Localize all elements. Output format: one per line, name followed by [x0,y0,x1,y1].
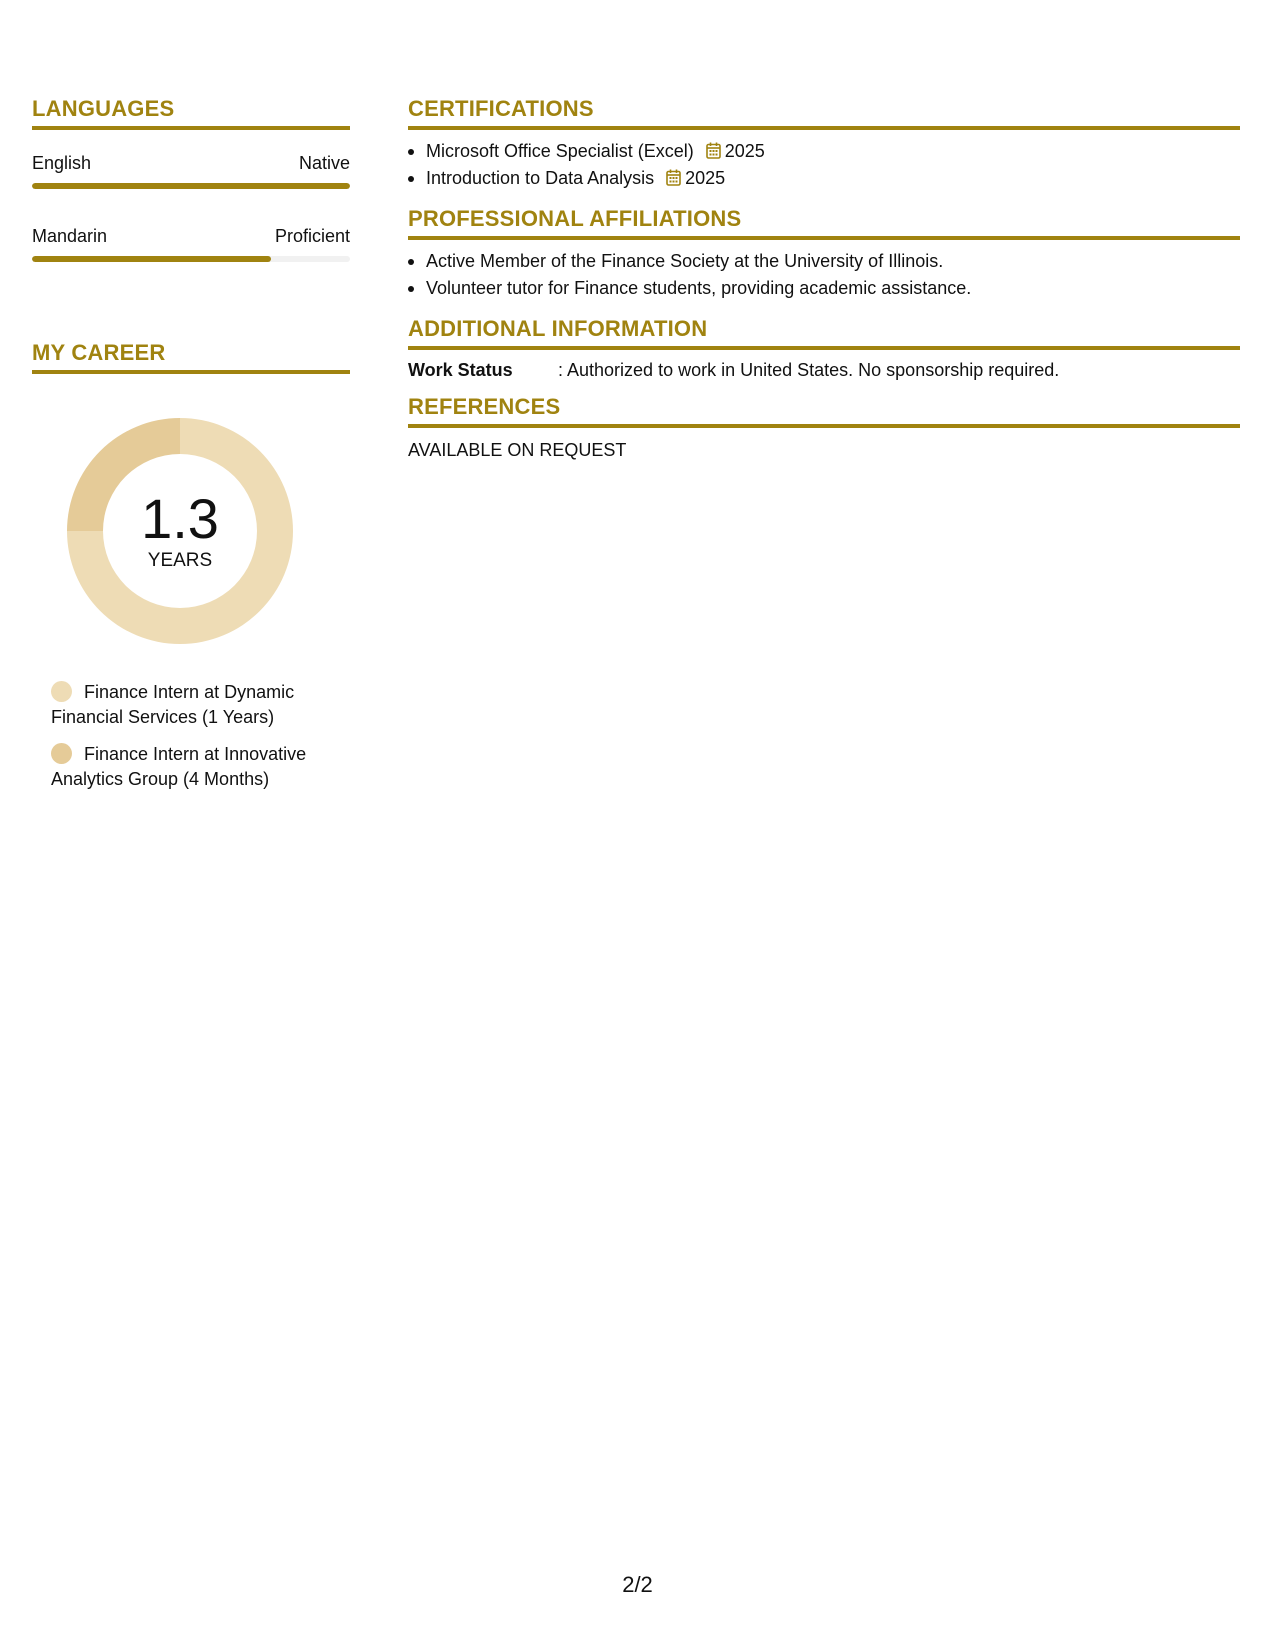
calendar-icon [706,142,721,159]
references-heading: REFERENCES [408,394,1240,428]
list-item [408,165,1240,192]
left-column [32,96,350,804]
additional-info-section [408,316,1240,394]
language-bar-track [32,183,350,189]
languages-heading: LANGUAGES [32,96,350,130]
language-bar-track [32,256,350,262]
legend-label: Finance Intern at Dynamic Financial Services (1 Years) [51,682,295,727]
certifications-heading: CERTIFICATIONS [408,96,1240,130]
languages-section [32,96,350,262]
language-bar-fill [32,256,271,262]
certification-name: Microsoft Office Specialist (Excel) [426,141,694,161]
affiliations-heading: PROFESSIONAL AFFILIATIONS [408,206,1240,240]
career-total-unit: YEARS [147,550,213,571]
language-level: Proficient [274,226,350,246]
career-heading: MY CAREER [32,340,350,374]
legend-label: Finance Intern at Innovative Analytics Group (4 Months) [51,744,307,789]
work-status-label: Work Status [408,360,513,380]
language-name: Mandarin [32,226,108,246]
additional-info-heading: ADDITIONAL INFORMATION [408,316,1240,350]
list-item: Volunteer tutor for Finance students, providing academic assistance. [408,275,1240,302]
calendar-icon [666,169,681,186]
page-number: 2/2 [622,1572,653,1597]
right-column [408,96,1240,462]
legend-dot [51,681,72,702]
references-text: AVAILABLE ON REQUEST [408,440,627,460]
list-item [408,138,1240,165]
career-total-value: 1.3 [141,487,219,550]
affiliations-section [408,206,1240,316]
certification-name: Introduction to Data Analysis [426,168,655,188]
work-status-value: : Authorized to work in United States. No sponsorship required. [558,360,1060,380]
certification-year: 2025 [685,168,726,188]
career-donut-chart [67,418,293,644]
language-item-english [32,152,350,189]
work-status-row [408,350,1240,394]
legend-item [51,680,332,730]
language-item-mandarin [32,225,350,262]
certifications-list [408,130,1240,206]
certification-year: 2025 [724,141,765,161]
legend-dot [51,743,72,764]
language-name: English [32,153,92,173]
list-item: Active Member of the Finance Society at the University of Illinois. [408,248,1240,275]
language-level: Native [298,153,350,173]
affiliations-list [408,240,1240,316]
career-section [32,340,350,792]
language-bar-fill [32,183,350,189]
career-legend [32,680,332,792]
legend-item [51,742,332,792]
certifications-section [408,96,1240,206]
references-section [408,394,1240,462]
